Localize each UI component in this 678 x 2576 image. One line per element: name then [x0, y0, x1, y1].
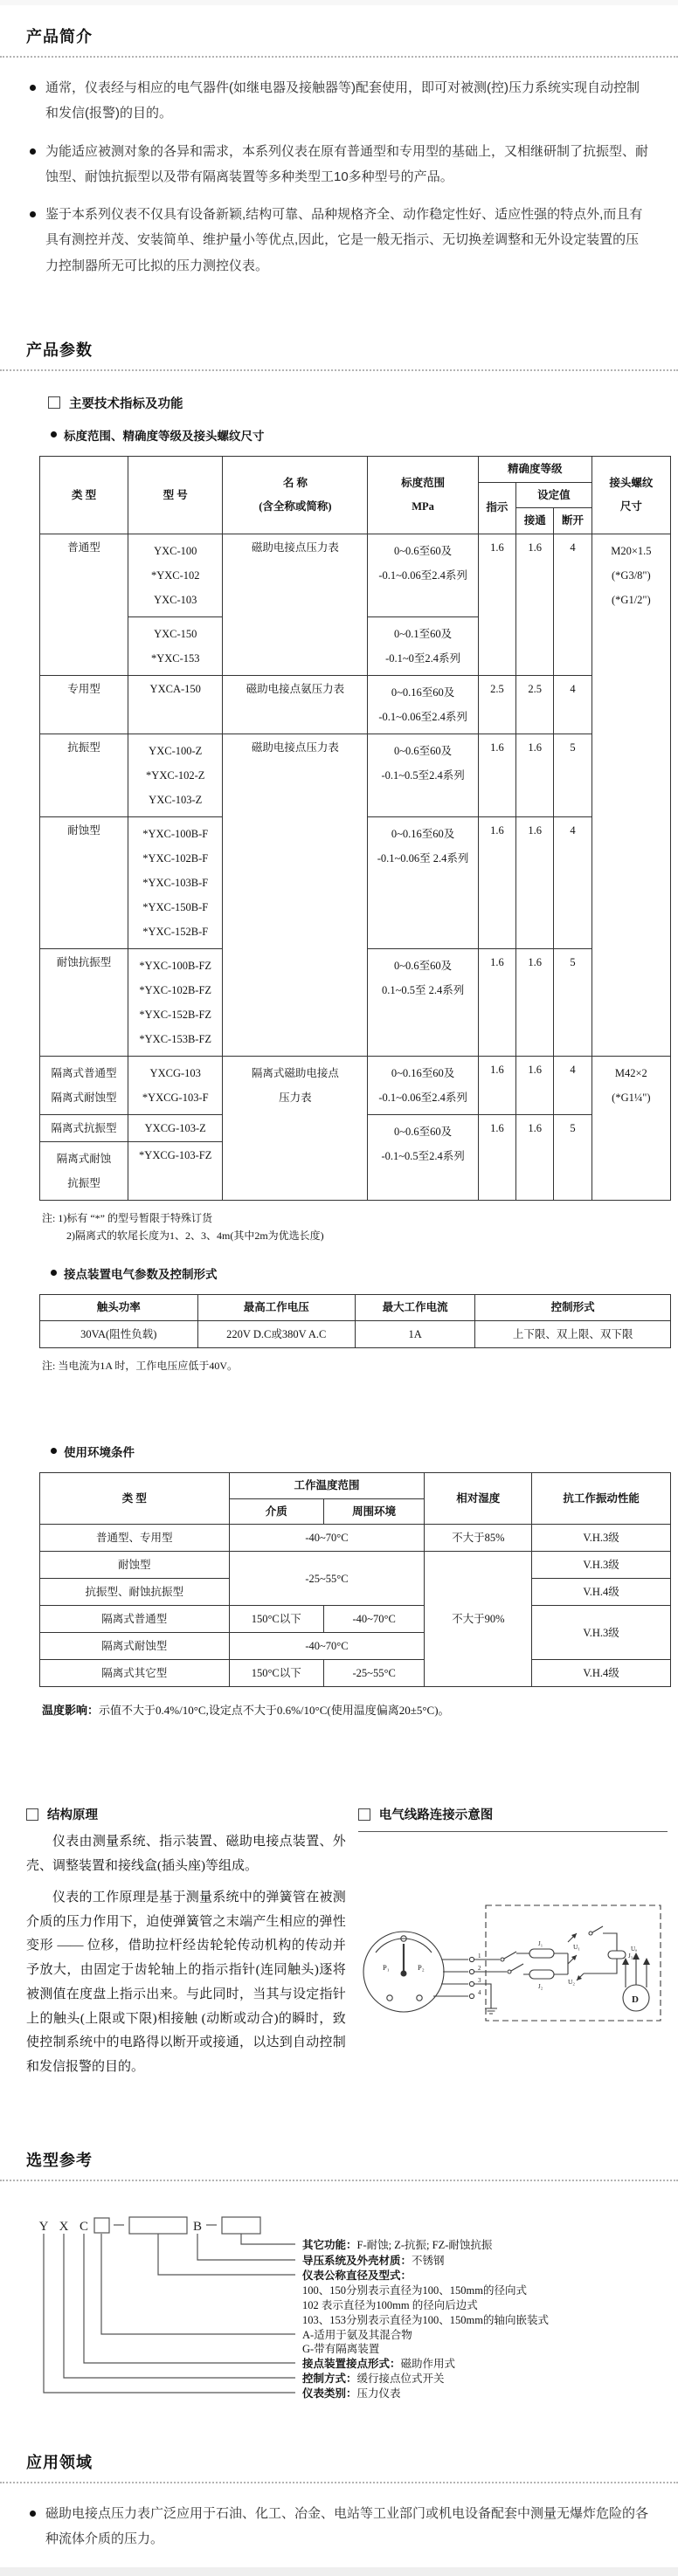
structure-paragraph: 仪表的工作原理是基于测量系统中的弹簧管在被测介质的压力作用下，迫使弹簧管之末端产生相应的弹性变形 —— 位移，借助拉杆经齿轮轮传动机构的传动并予放大，由固定于齿轮轴上的指示指针(连同触头)逐将被测值在度盘上指示出来。与此同时，当其与设定指针上的触头(上限或下限)相接触 (动断或动合)的瞬时，致使控制系统中的电路得以断开或接通，以达到自动控制和发信报警的目的。 — [26, 1890, 346, 2075]
bullet-icon — [30, 85, 36, 91]
table-row — [40, 1057, 671, 1115]
table-cell: M20×1.5 (*G3/8") (*G1/2") — [592, 534, 670, 1057]
table-cell: 普通型、专用型 — [40, 1525, 230, 1552]
table-header-cell: 触头功率 — [40, 1294, 198, 1320]
table-cell: 4 — [554, 676, 592, 734]
table-cell: 2.5 — [516, 676, 554, 734]
note-line: 注: 1)标有 “*” 的型号暂限于特殊订货 — [42, 1212, 212, 1224]
table-cell: 1.6 — [478, 1057, 515, 1115]
svg-text:X: X — [59, 2219, 69, 2234]
temperature-note-text: 示值不大于0.4%/10°C,设定点不大于0.6%/10°C(使用温度偏离20±5°C)。 — [99, 1704, 450, 1718]
table-header-cell: 指示 — [478, 482, 515, 534]
svg-text:Y: Y — [38, 2219, 49, 2234]
table-cell: V.H.3级 — [532, 1525, 671, 1552]
section-selection — [0, 2129, 678, 2408]
application-bullet-list — [26, 2501, 652, 2552]
subsection-electrical — [51, 1264, 678, 1282]
table-cell: 1.6 — [478, 534, 515, 676]
table-row — [40, 456, 671, 482]
note-line: 2)隔离式的软尾长度为1、2、3、4m(其中2m为优选长度) — [66, 1229, 324, 1243]
intro-bullet-text: 通常，仪表经与相应的电气器件(如继电器及接触器等)配套使用，即可对被测(控)压力系统实现自动控制和发信(报警)的目的。 — [45, 80, 640, 121]
table-cell: 1.6 — [478, 734, 515, 817]
intro-bullet-text: 为能适应被测对象的各异和需求，本系列仪表在原有普通型和专用型的基础上，又相继研制了抗振型、耐蚀型、耐蚀抗振型以及带有隔离装置等多种类型工10多种型号的产品。 — [45, 143, 649, 184]
svg-text:P₁: P₁ — [382, 1963, 390, 1973]
table-cell: 0~0.1至60及 -0.1~0至2.4系列 — [368, 617, 478, 676]
model-label: 仪表公称直径及型式： — [302, 2269, 412, 2282]
table-cell: -25~55°C — [323, 1660, 425, 1687]
table-cell: M42×2 (*G1¼") — [592, 1057, 670, 1201]
table-cell: 1.6 — [516, 1057, 554, 1115]
temperature-note — [42, 1701, 678, 1718]
model-label: 仪表类别：压力仪表 — [302, 2387, 401, 2400]
table-cell: 1.6 — [516, 949, 554, 1057]
table-cell: V.H.4级 — [532, 1660, 671, 1687]
subsection-environment — [51, 1443, 678, 1460]
table-cell: 5 — [554, 1115, 592, 1201]
table-cell: 1A — [356, 1320, 475, 1347]
intro-bullet-text: 鉴于本系列仪表不仅具有设备新颖,结构可靠、品种规格齐全、动作稳定性好、适应性强的特点外,而且有具有测控并茂、安装简单、维护量小等优点,因此，它是一般无指示、无切换差调整和无外设定装置的压力控制器所无可比拟的压力测控仪表。 — [45, 207, 643, 273]
bullet-icon — [30, 211, 36, 217]
table-header-cell: 接头螺纹 尺寸 — [592, 456, 670, 534]
circuit-column — [346, 1805, 678, 2080]
table-cell: 上下限、双上限、双下限 — [475, 1320, 671, 1347]
environment-table — [39, 1472, 671, 1688]
model-sub-label: 100、150分别表示直径为100、150mm的径向式 — [302, 2283, 527, 2297]
subsection-scale-range — [51, 426, 678, 444]
table-cell: 150°C以下 — [229, 1660, 323, 1687]
table-header-cell: 标度范围 MPa — [368, 456, 478, 534]
table-cell: 抗振型、耐蚀抗振型 — [40, 1579, 230, 1606]
table-cell: 隔离式耐蚀 抗振型 — [40, 1142, 128, 1201]
table-cell: 0~0.6至60及 -0.1~0.06至2.4系列 — [368, 534, 478, 617]
table-header-cell: 型 号 — [128, 456, 223, 534]
table-row — [40, 1552, 671, 1579]
table-header-cell: 控制形式 — [475, 1294, 671, 1320]
table-cell: 1.6 — [478, 949, 515, 1057]
intro-bullet-list — [26, 75, 652, 279]
subsection-title: 电气线路连接示意图 — [378, 1808, 494, 1823]
table-row — [40, 1606, 671, 1633]
section-application — [0, 2431, 678, 2552]
subsection-circuit — [358, 1805, 668, 1832]
table-cell: 磁助电接点压力表 — [223, 534, 368, 676]
table-cell: 磁助电接点氨压力表 — [223, 676, 368, 734]
application-text: 磁助电接点压力表广泛应用于石油、化工、冶金、电站等工业部门或机电设备配套中测量无爆炸危险的各种流体介质的压力。 — [45, 2505, 649, 2547]
checkbox-icon — [26, 1808, 38, 1821]
table-cell: *YXC-100B-FZ *YXC-102B-FZ *YXC-152B-FZ *YXC-153B-FZ — [128, 949, 223, 1057]
table-cell: 隔离式普通型 — [40, 1606, 230, 1633]
table-cell: 耐蚀型 — [40, 1552, 230, 1579]
list-item — [26, 75, 652, 127]
bullet-icon — [30, 2511, 36, 2517]
table-cell: -40~70°C — [229, 1633, 425, 1660]
ground-icon — [485, 1996, 497, 2014]
section-intro — [0, 5, 678, 279]
checkbox-icon — [48, 396, 60, 409]
model-label: 接点装置接点形式：磁助作用式 — [302, 2357, 456, 2370]
table-header-cell: 工作温度范围 — [229, 1472, 425, 1498]
table-header-cell: 名 称 (含全称或简称) — [223, 456, 368, 534]
table-cell: 1.6 — [478, 817, 515, 949]
model-label: 导压系统及外壳材质：不锈钢 — [302, 2254, 445, 2267]
circuit-diagram — [358, 1900, 666, 2033]
subsection-title: 结构原理 — [47, 1808, 98, 1823]
subsection-title: 接点装置电气参数及控制形式 — [64, 1267, 218, 1281]
table-cell: YXCG-103 *YXCG-103-F — [128, 1057, 223, 1115]
table-cell: 0~0.16至60及 -0.1~0.06至2.4系列 — [368, 676, 478, 734]
table-cell: 0~0.6至60及 0.1~0.5至 2.4系列 — [368, 949, 478, 1057]
table-cell: V.H.4级 — [532, 1579, 671, 1606]
table-cell: V.H.3级 — [532, 1606, 671, 1660]
temperature-note-label: 温度影响： — [42, 1704, 100, 1718]
bullet-icon — [30, 148, 36, 155]
table-cell: V.H.3级 — [532, 1552, 671, 1579]
table-cell: 0~0.16至60及 -0.1~0.06至 2.4系列 — [368, 817, 478, 949]
section-structure-circuit — [0, 1805, 678, 2080]
selection-title: 选型参考 — [0, 2129, 678, 2181]
pressure-gauge-icon — [363, 1932, 444, 2012]
table-header-cell: 抗工作振动性能 — [532, 1472, 671, 1525]
electrical-table — [39, 1294, 671, 1348]
table-cell: 隔离式磁助电接点 压力表 — [223, 1057, 368, 1201]
table-cell: 4 — [554, 817, 592, 949]
table-cell: 0~0.6至60及 -0.1~0.5至2.4系列 — [368, 1115, 478, 1201]
relay-j3 — [577, 1926, 633, 1980]
svg-text:4: 4 — [477, 1989, 481, 1997]
table-cell: -40~70°C — [323, 1606, 425, 1633]
table-cell: 0~0.6至60及 -0.1~0.5至2.4系列 — [368, 734, 478, 817]
table-cell: 5 — [554, 949, 592, 1057]
table-cell: 4 — [554, 534, 592, 676]
table-cell: 耐蚀型 — [40, 817, 128, 949]
model-sub-label: 103、153分别表示直径为100、150mm的轴向嵌装式 — [302, 2313, 549, 2326]
svg-text:C: C — [79, 2219, 89, 2234]
table-cell: YXC-150 *YXC-153 — [128, 617, 223, 676]
table-cell: 磁助电接点压力表 — [223, 734, 368, 1057]
table-row — [40, 534, 671, 617]
table-row — [40, 1320, 671, 1347]
table-cell: 4 — [554, 1057, 592, 1115]
table-cell: YXC-100-Z *YXC-102-Z YXC-103-Z — [128, 734, 223, 817]
table-cell: 专用型 — [40, 676, 128, 734]
electrical-note: 注: 当电流为1A 时，工作电压应低于40V。 — [42, 1359, 239, 1372]
subsection-structure — [26, 1805, 346, 1823]
table-cell: 不大于85% — [425, 1525, 532, 1552]
table-cell: *YXC-100B-F *YXC-102B-F *YXC-103B-F *YXC-150B-F *YXC-152B-F — [128, 817, 223, 949]
table-cell: 隔离式其它型 — [40, 1660, 230, 1687]
motor-icon — [622, 1946, 650, 2011]
table-cell: 1.6 — [516, 734, 554, 817]
table-cell: YXC-100 *YXC-102 YXC-103 — [128, 534, 223, 617]
table-cell: *YXCG-103-FZ — [128, 1142, 223, 1201]
svg-text:U₂: U₂ — [567, 1978, 575, 1987]
table-header-cell: 断开 — [554, 508, 592, 534]
model-label: 其它功能：F-耐蚀; Z-抗振; FZ-耐蚀抗振 — [302, 2238, 493, 2251]
svg-text:3: 3 — [477, 1977, 481, 1985]
bottom-divider — [0, 2567, 678, 2576]
table-cell: -40~70°C — [229, 1525, 425, 1552]
svg-text:Uₐ: Uₐ — [630, 1946, 637, 1953]
model-label: A-适用于氨及其混合物 — [302, 2328, 412, 2341]
table-cell: YXCG-103-Z — [128, 1115, 223, 1142]
table-header-cell: 类 型 — [40, 456, 128, 534]
svg-text:2: 2 — [477, 1965, 481, 1973]
svg-text:B: B — [192, 2219, 203, 2234]
table-cell: 隔离式抗振型 — [40, 1115, 128, 1142]
list-item — [26, 202, 652, 279]
table-cell: -25~55°C — [229, 1552, 425, 1606]
table-cell: 150°C以下 — [229, 1606, 323, 1633]
params-title: 产品参数 — [0, 319, 678, 371]
model-sub-label: 102 表示直径为100mm 的径向后边式 — [302, 2298, 478, 2311]
table-cell: YXCA-150 — [128, 676, 223, 734]
table-header-cell: 精确度等级 — [478, 456, 592, 482]
svg-text:U₁: U₁ — [572, 1943, 580, 1952]
table-row — [40, 1660, 671, 1687]
list-item — [26, 139, 652, 190]
table-cell: 1.6 — [516, 1115, 554, 1201]
svg-text:J₃: J₃ — [627, 1953, 633, 1960]
table-header-cell: 介质 — [229, 1498, 323, 1525]
bullet-icon — [51, 1448, 57, 1454]
table-row — [40, 1294, 671, 1320]
svg-text:J₂: J₂ — [537, 1983, 543, 1991]
table-header-cell: 接通 — [516, 508, 554, 534]
structure-paragraph: 仪表由测量系统、指示装置、磁助电接点装置、外壳、调整装置和接线盒(插头座)等组成。 — [26, 1835, 346, 1874]
subsection-title: 主要技术指标及功能 — [69, 396, 183, 411]
model-label: G-带有隔离装置 — [302, 2342, 380, 2355]
table-header-cell: 最大工作电流 — [356, 1294, 475, 1320]
table-cell: 1.6 — [516, 534, 554, 676]
bullet-icon — [51, 431, 57, 437]
subsection-tech-spec — [48, 394, 678, 412]
table-cell: 隔离式普通型 隔离式耐蚀型 — [40, 1057, 128, 1115]
table-header-cell: 最高工作电压 — [197, 1294, 356, 1320]
table-cell: 220V D.C或380V A.C — [197, 1320, 356, 1347]
table-cell: 耐蚀抗振型 — [40, 949, 128, 1057]
table-cell: 1.6 — [478, 1115, 515, 1201]
structure-column — [0, 1805, 346, 2080]
svg-text:D: D — [631, 1994, 639, 2006]
table-row — [40, 1472, 671, 1498]
table-row — [40, 734, 671, 817]
checkbox-icon — [358, 1808, 370, 1821]
table-header-cell: 设定值 — [516, 482, 592, 508]
subsection-title: 标度范围、精确度等级及接头螺纹尺寸 — [64, 429, 265, 443]
table-cell: 2.5 — [478, 676, 515, 734]
subsection-title: 使用环境条件 — [64, 1445, 135, 1459]
table-cell: 抗振型 — [40, 734, 128, 817]
spec-table — [39, 456, 671, 1201]
table-header-cell: 类 型 — [40, 1472, 230, 1525]
model-code-diagram — [26, 2211, 652, 2408]
table-cell: 隔离式耐蚀型 — [40, 1633, 230, 1660]
table-cell: 1.6 — [516, 817, 554, 949]
svg-text:J₁: J₁ — [537, 1940, 543, 1948]
model-label: 控制方式：缓行接点位式开关 — [302, 2372, 445, 2385]
intro-title: 产品简介 — [0, 5, 678, 58]
table-row — [40, 1525, 671, 1552]
bullet-icon — [51, 1270, 57, 1276]
table-cell: 不大于90% — [425, 1552, 532, 1687]
table-notes — [42, 1209, 678, 1245]
application-title: 应用领域 — [0, 2431, 678, 2483]
table-cell: 0~0.16至60及 -0.1~0.06至2.4系列 — [368, 1057, 478, 1115]
table-cell: 5 — [554, 734, 592, 817]
list-item — [26, 2501, 652, 2552]
svg-text:P₂: P₂ — [417, 1963, 425, 1973]
section-params — [0, 319, 678, 1718]
spacer — [0, 1374, 678, 1429]
table-row — [40, 676, 671, 734]
table-cell: 普通型 — [40, 534, 128, 676]
table-header-cell: 相对湿度 — [425, 1472, 532, 1525]
svg-text:1: 1 — [477, 1953, 481, 1960]
table-cell: 30VA(阻性负载) — [40, 1320, 198, 1347]
table-header-cell: 周围环境 — [323, 1498, 425, 1525]
relay-coils — [516, 1940, 568, 1990]
